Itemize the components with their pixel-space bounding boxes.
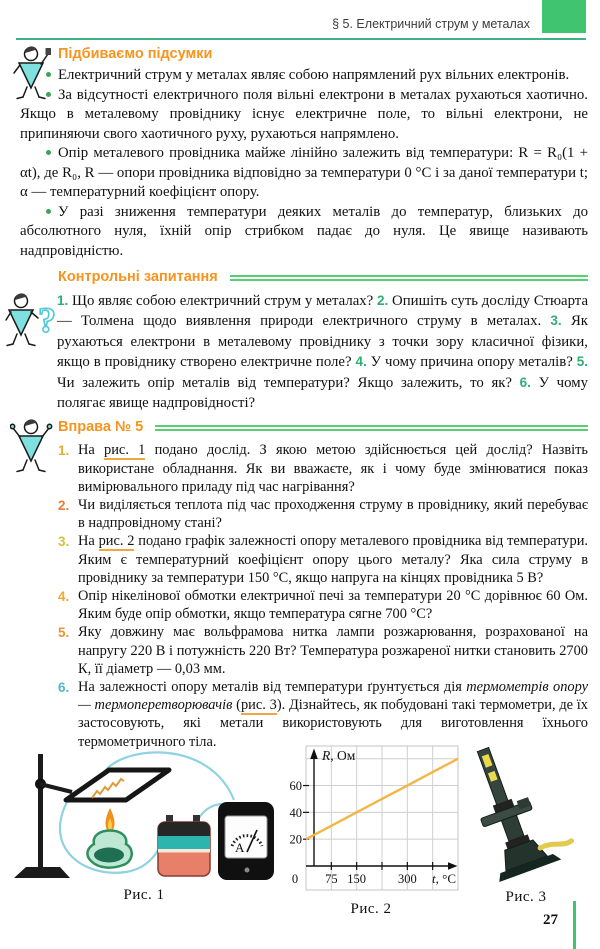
figure-1 [6, 748, 282, 904]
exercise-item [58, 587, 588, 623]
exercise-text: ( [232, 697, 241, 714]
summary-bullet-text: Опір металевого провідника майже лінійно залежить від температури: R = R₀(1 + αt), де R₀, R — опори провідника відповідно за температури 0 °С і за даної температури t; α — температурний коефіцієнт опору. [20, 145, 588, 200]
page-number: 27 [543, 912, 558, 928]
header-divider [16, 38, 586, 40]
svg-text:300: 300 [397, 872, 417, 886]
exercise-item [58, 496, 588, 532]
sensor-cable [540, 837, 572, 853]
exercise-list [58, 441, 588, 750]
exercise-number: 6. [58, 680, 70, 696]
exercise-number: 4. [58, 589, 70, 605]
bullet-icon [46, 209, 51, 214]
summary-bullet-text: За відсутності електричного поля вільні електрони в металах рухаються хаотично. Якщо в металевому провіднику існує електричне поле, то вільні електрони, не припиняючи свого хаотичного руху, рухаються напрямлено. [20, 86, 588, 142]
figure-reference: рис. 3 [240, 697, 277, 714]
exercise-number: 5. [58, 625, 70, 641]
question-text: Опишіть суть досліду Стюарта — Толмена щодо виявлення природи електричного струму в металах. [57, 293, 589, 330]
exercise-number: 1. [58, 443, 70, 459]
exercise-text: На залежності опору металів від температури ґрунтується дія [78, 679, 467, 696]
question-text: У чому полягає явище надпровідності? [57, 374, 588, 412]
exercise-number: 3. [58, 534, 70, 550]
question-item [57, 293, 377, 309]
summary-bullet-text: Електричний струм у металах являє собою напрямлений рух вільних електронів. [58, 67, 570, 83]
ammeter-label: А [235, 840, 245, 855]
exercise-item [58, 532, 588, 587]
exercise-text: На [78, 442, 105, 459]
svg-text:20: 20 [289, 832, 302, 847]
battery [158, 815, 210, 876]
figure-reference: рис. 2 [98, 533, 135, 550]
question-number: 3. [550, 313, 562, 329]
summary-bullet [20, 86, 588, 145]
exercise-number: 2. [58, 498, 70, 514]
svg-text:0: 0 [291, 872, 299, 886]
figure-3-caption: Рис. 3 [505, 889, 547, 905]
summary-title: Підбиваємо підсумки [58, 46, 213, 62]
page-content [20, 44, 588, 751]
summary-bullet [20, 144, 588, 203]
bullet-icon [46, 150, 51, 155]
figure-reference: рис. 1 [104, 442, 146, 459]
footer-divider [573, 901, 576, 949]
bullet-icon [46, 92, 51, 97]
svg-text:t, °С: t, °С [432, 871, 456, 886]
question-number: 4. [355, 354, 367, 370]
exercise-item [58, 441, 588, 496]
exercise-text: ). Дізнайтесь, як побудовані такі термометри, де їх застосовують, які метали використовують для виготовлення їхнього термометричного тіла. [78, 697, 588, 750]
bullet-icon [46, 72, 51, 77]
figure-2 [282, 744, 460, 918]
thermometer-illustration [468, 740, 584, 882]
svg-text:40: 40 [289, 805, 302, 820]
summary-bullet-text: У разі зниження температури деяких металів до температур, близьких до абсолютного нуля, їхній опір стрибком падає до нуля. Це явище називають надпровідністю. [20, 203, 588, 259]
summary-bullets [20, 66, 588, 261]
spirit-burner [87, 808, 131, 868]
svg-text:R, Ом: R, Ом [322, 748, 356, 763]
figures-strip [0, 740, 600, 917]
svg-text:60: 60 [289, 779, 302, 794]
exercise-text: подано графік залежності опору металевого провідника від температури. Яким є температурний коефіцієнт опору цього металу? Яка сила струму в провіднику за температури 150 °С, якщо напруга на кінцях провідника 5 В? [78, 533, 588, 586]
question-mark-glyph: ? [38, 300, 56, 340]
lab-experiment-illustration [6, 748, 282, 880]
question-number: 2. [377, 293, 389, 308]
questions-divider [230, 275, 588, 281]
questions-paragraph [57, 291, 588, 413]
questions-section [20, 267, 588, 413]
svg-text:150: 150 [347, 872, 367, 886]
question-number: 1. [57, 293, 69, 308]
question-number: 5. [576, 354, 589, 370]
lab-stand [14, 754, 72, 878]
exercise-divider [155, 425, 588, 431]
figure-1-caption: Рис. 1 [123, 887, 165, 903]
question-text: Як рухаються електрони в металевому провіднику з точки зору класичної фізики, якщо в провіднику створено електричне поле? [57, 313, 588, 371]
exercise-text: подано дослід. З якою метою здійснюється цей дослід? Назвіть використане обладнання. Як ви вважаєте, як і чому буде змінюватися показ вимірювального приладу під час нагрівання? [78, 442, 588, 495]
exercise-section-header [58, 417, 588, 437]
exercise-text: Яку довжину має вольфрамова нитка лампи розжарювання, розрахованої на напругу 220 В і потужність 220 Вт? Температура розжареної нитки становить 2700 К, її діаметр — 0,03 мм. [78, 624, 588, 677]
exercise-text: Чи виділяється теплота під час проходження струму в провіднику, який перебуває в надпровідному стані? [78, 497, 588, 532]
exercise-text-em: термометрів опору — термоперетворювачів [78, 679, 588, 714]
svg-text:75: 75 [325, 872, 338, 886]
summary-bullet [20, 203, 588, 262]
question-text: У чому причина опору металів? [370, 354, 573, 371]
exercise-text: На [78, 533, 99, 550]
chapter-color-tab [542, 0, 586, 33]
exercise-section [20, 417, 588, 750]
ammeter [218, 802, 274, 880]
test-spiral-wire [92, 779, 124, 798]
question-item [355, 354, 576, 370]
questions-title: Контрольні запитання [58, 269, 218, 285]
resistance-chart [282, 744, 460, 894]
question-number: 6. [519, 374, 531, 390]
exercise-text: Опір нікелінової обмотки електричної печі за температури 20 °С дорівнює 60 Ом. Яким буде опір обмотки, якщо температура сягне 700 °С? [78, 588, 588, 623]
running-header: § 5. Електричний струм у металах [332, 17, 530, 31]
question-text: Що являє собою електричний струм у металах? [72, 293, 374, 309]
exercise-item [58, 623, 588, 678]
figure-2-caption: Рис. 2 [350, 901, 392, 917]
summary-section-header [58, 44, 588, 64]
figure-3 [468, 740, 584, 906]
question-text: Чи залежить опір металів від температури? Якщо залежить, то як? [57, 374, 513, 391]
questions-section-header [58, 267, 588, 287]
summary-bullet [20, 66, 588, 86]
exercise-title: Вправа № 5 [58, 419, 144, 436]
